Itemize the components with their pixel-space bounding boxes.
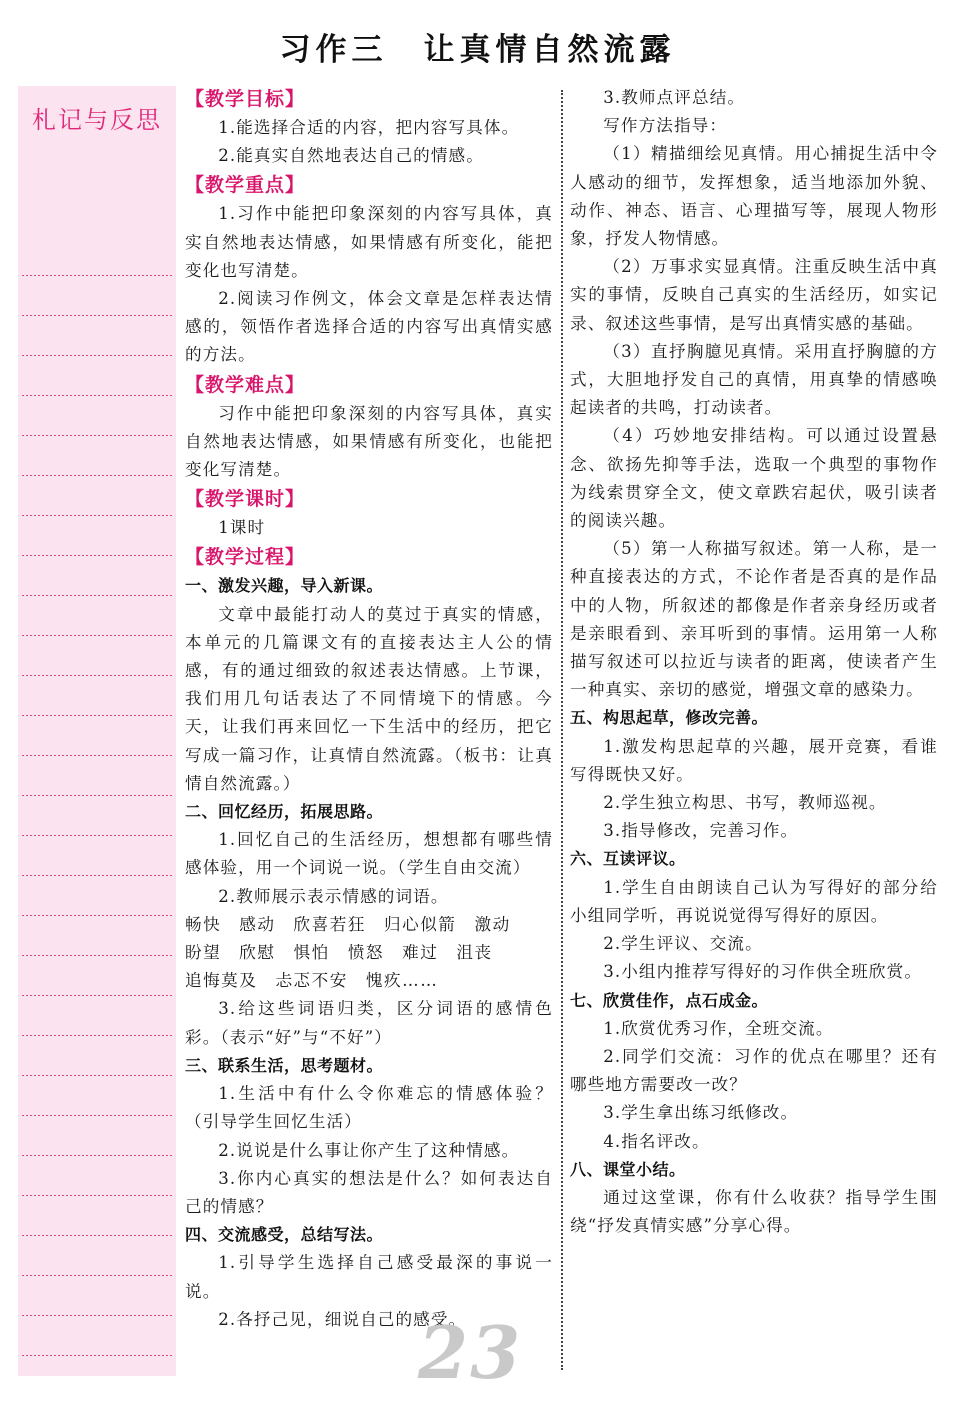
- left-step-heading: 三、联系生活，思考题材。: [185, 1055, 384, 1075]
- note-lines: [22, 236, 172, 1376]
- right-paragraph: 1.欣赏优秀习作，全班交流。: [603, 1018, 834, 1038]
- right-paragraph: 4.指名评改。: [603, 1131, 710, 1151]
- right-paragraph: 1.学生自由朗读自己认为写得好的部分给小组同学听，再说说觉得写得好的原因。: [570, 877, 938, 925]
- sidebar-title: 札记与反思: [32, 106, 162, 134]
- left-paragraph: 2.能真实自然地表达自己的情感。: [218, 146, 484, 166]
- left-step-heading: 一、激发兴趣，导入新课。: [185, 576, 384, 596]
- right-paragraph: （4）巧妙地安排结构。可以通过设置悬念、欲扬先抑等手法，选取一个典型的事物作为线索贯穿全文，使文章跌宕起伏，吸引读者的阅读兴趣。: [570, 426, 938, 531]
- left-word-list-line: 追悔莫及 忐忑不安 愧疚……: [185, 971, 439, 991]
- left-column: [185, 84, 553, 1334]
- left-paragraph: 文章中最能打动人的莫过于真实的情感，本单元的几篇课文有的直接表达主人公的情感，有的通过细致的叙述表达情感。上节课，我们用几句话表达了不同情境下的情感。今天，让我们再来回忆一下生活中的经历，把它写成一篇习作，让真情自然流露。（板书：让真情自然流露。）: [185, 604, 553, 793]
- left-section-heading: 【教学重点】: [185, 174, 306, 197]
- right-paragraph: 3.学生拿出练习纸修改。: [603, 1103, 799, 1123]
- left-paragraph: 1.生活中有什么令你难忘的情感体验？（引导学生回忆生活）: [185, 1084, 553, 1132]
- right-paragraph: （2）万事求实显真情。注重反映生活中真实的事情，反映自己真实的生活经历，如实记录、叙述这些事情，是写出真情实感的基础。: [570, 257, 938, 333]
- left-paragraph: 2.教师展示表示情感的词语。: [218, 886, 449, 906]
- right-step-heading: 七、欣赏佳作，点石成金。: [570, 990, 769, 1010]
- right-paragraph: 2.学生独立构思、书写，教师巡视。: [603, 793, 887, 813]
- right-step-heading: 六、互读评议。: [570, 849, 686, 869]
- left-paragraph: 2.阅读习作例文，体会文章是怎样表达情感的，领悟作者选择合适的内容写出真情实感的方法。: [185, 289, 553, 365]
- right-paragraph: （5）第一人称描写叙述。第一人称，是一种直接表达的方式，不论作者是否真的是作品中的人物，所叙述的都像是作者亲身经历或者是亲眼看到、亲耳听到的事情。运用第一人称描写叙述可以拉近与读者的距离，使读者产生一种真实、亲切的感觉，增强文章的感染力。: [570, 539, 938, 700]
- left-word-list-line: 畅快 感动 欣喜若狂 归心似箭 激动: [185, 914, 511, 934]
- notes-sidebar: [18, 86, 176, 1376]
- right-paragraph: （1）精描细绘见真情。用心捕捉生活中令人感动的细节，发挥想象，适当地添加外貌、动作、神态、语言、心理描写等，展现人物形象，抒发人物情感。: [570, 144, 938, 249]
- left-paragraph: 1.引导学生选择自己感受最深的事说一说。: [185, 1253, 553, 1301]
- page-number: 23: [418, 1310, 523, 1395]
- right-step-heading: 八、课堂小结。: [570, 1159, 686, 1179]
- column-divider: [561, 90, 563, 1370]
- right-paragraph: 3.指导修改，完善习作。: [603, 821, 799, 841]
- right-paragraph: 写作方法指导：: [603, 116, 728, 136]
- right-paragraph: 3.教师点评总结。: [603, 88, 746, 107]
- left-paragraph: 1.习作中能把印象深刻的内容写具体，真实自然地表达情感，如果情感有所变化，能把变化也写清楚。: [185, 204, 553, 280]
- right-paragraph: （3）直抒胸臆见真情。采用直抒胸臆的方式，大胆地抒发自己的真情，用真挚的情感唤起读者的共鸣，打动读者。: [570, 341, 938, 418]
- left-paragraph: 1.能选择合适的内容，把内容写具体。: [218, 118, 520, 137]
- left-paragraph: 2.说说是什么事让你产生了这种情感。: [218, 1140, 520, 1160]
- left-paragraph: 习作中能把印象深刻的内容写具体，真实自然地表达情感，如果情感有所变化，也能把变化写清楚。: [185, 403, 553, 480]
- left-step-heading: 二、回忆经历，拓展思路。: [185, 802, 384, 822]
- right-paragraph: 1.激发构思起草的兴趣，展开竞赛，看谁写得既快又好。: [570, 736, 938, 784]
- left-paragraph: 3.你内心真实的想法是什么？如何表达自己的情感？: [185, 1168, 553, 1216]
- right-column: [570, 84, 938, 1240]
- right-paragraph: 2.同学们交流：习作的优点在哪里？还有哪些地方需要改一改？: [570, 1046, 938, 1095]
- left-section-heading: 【教学目标】: [185, 88, 306, 110]
- right-paragraph: 通过这堂课，你有什么收获？指导学生围绕“抒发真情实感”分享心得。: [570, 1187, 938, 1236]
- left-word-list-line: 盼望 欣慰 惧怕 愤怒 难过 沮丧: [185, 943, 493, 963]
- page-title: 习作三 让真情自然流露: [279, 32, 676, 68]
- right-paragraph: 2.学生评议、交流。: [603, 934, 763, 954]
- right-paragraph: 3.小组内推荐写得好的习作供全班欣赏。: [603, 962, 923, 982]
- right-step-heading: 五、构思起草，修改完善。: [570, 708, 769, 728]
- left-section-heading: 【教学课时】: [185, 488, 306, 511]
- left-paragraph: 2.各抒己见，细说自己的感受。: [218, 1309, 467, 1329]
- left-step-heading: 四、交流感受，总结写法。: [185, 1225, 384, 1245]
- left-section-heading: 【教学过程】: [185, 546, 306, 569]
- left-section-heading: 【教学难点】: [185, 373, 306, 396]
- left-paragraph: 1课时: [218, 518, 266, 538]
- left-paragraph: 1.回忆自己的生活经历，想想都有哪些情感体验，用一个词说一说。（学生自由交流）: [185, 830, 553, 878]
- left-paragraph: 3.给这些词语归类，区分词语的感情色彩。（表示“好”与“不好”）: [185, 999, 553, 1047]
